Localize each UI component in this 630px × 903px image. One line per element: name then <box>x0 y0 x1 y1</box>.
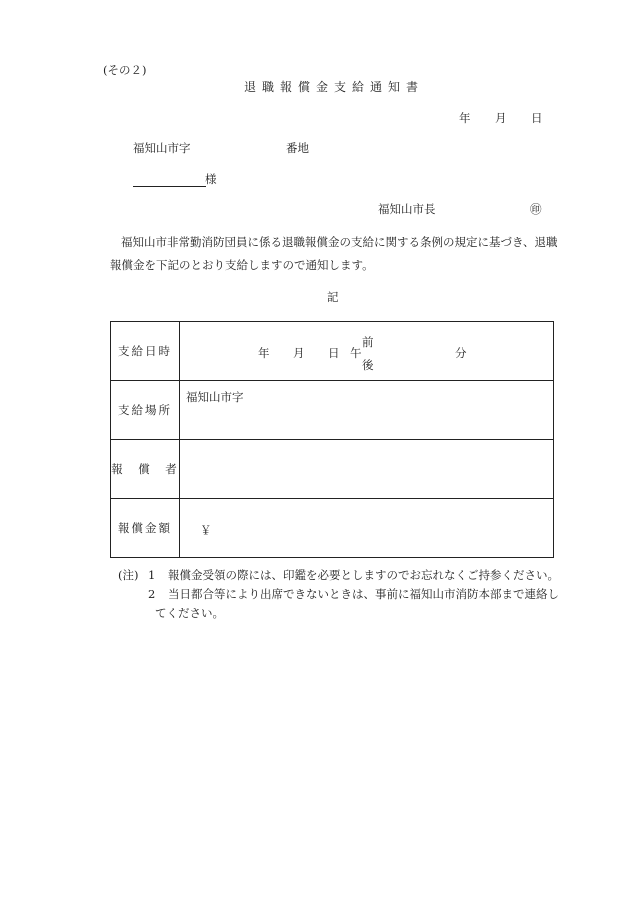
note-2-text-line2: てください。 <box>155 606 224 620</box>
label-payment-place: 支給場所 <box>111 381 180 440</box>
address-banchi: 番地 <box>286 141 309 155</box>
label-amount: 報償金額 <box>111 499 180 558</box>
label-recipient: 報 償 者 <box>111 440 180 499</box>
datetime-month: 月 <box>293 346 305 360</box>
note-prefix: (注) <box>118 568 139 582</box>
value-amount <box>180 499 554 558</box>
table-row <box>111 440 554 499</box>
document-number: (その２) <box>103 63 147 77</box>
datetime-pm: 後 <box>362 358 374 372</box>
datetime-minute: 分 <box>455 346 467 360</box>
date-day: 日 <box>531 111 543 125</box>
ki-heading: 記 <box>327 290 339 304</box>
note-2-number: 2 <box>148 587 156 601</box>
yen-sign: ￥ <box>200 523 212 537</box>
note-2-text-line1: 当日都合等により出席できないときは、事前に福知山市消防本部まで連絡し <box>168 587 559 601</box>
value-payment-datetime <box>180 322 554 381</box>
note-1-text: 報償金受領の際には、印鑑を必要としますのでお忘れなくご持参ください。 <box>168 568 559 582</box>
table-row <box>111 499 554 558</box>
table-row <box>111 322 554 381</box>
recipient-suffix: 様 <box>205 172 217 186</box>
note-1-number: 1 <box>148 568 156 582</box>
datetime-go: 午 <box>350 346 362 360</box>
recipient-name-line <box>133 186 206 187</box>
date-month: 月 <box>495 111 507 125</box>
issuer: 福知山市長 <box>378 202 436 216</box>
value-recipient <box>180 440 554 499</box>
seal-mark: ㊞ <box>530 202 542 216</box>
datetime-day: 日 <box>328 346 340 360</box>
address-city: 福知山市字 <box>133 141 191 155</box>
details-table <box>110 321 554 558</box>
body-line-2: 報償金を下記のとおり支給しますので通知します。 <box>110 258 374 272</box>
datetime-am: 前 <box>362 335 374 349</box>
table-row <box>111 381 554 440</box>
place-text: 福知山市字 <box>186 390 244 404</box>
body-line-1: 福知山市非常勤消防団員に係る退職報償金の支給に関する条例の規定に基づき、退職 <box>121 235 558 249</box>
datetime-year: 年 <box>258 346 270 360</box>
value-payment-place <box>180 381 554 440</box>
label-payment-datetime: 支給日時 <box>111 322 180 381</box>
date-year: 年 <box>459 111 471 125</box>
document-title: 退職報償金支給通知書 <box>244 80 425 94</box>
